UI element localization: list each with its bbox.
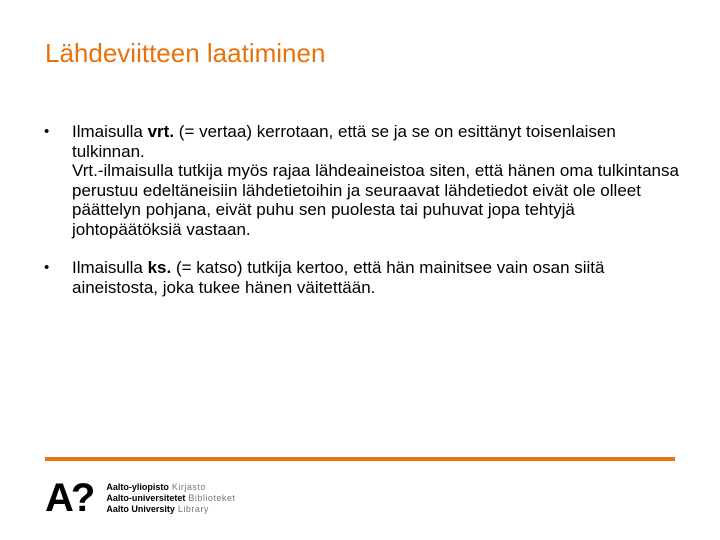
bullet-continuation: Vrt.-ilmaisulla tutkija myös rajaa lähdeaineistoa siten, että hänen oma tulkintansa perustuu edeltäneisiin lähdetietoihin ja seuraavat lähdetiedot eivät ole olleet päättelyn pohjana, eivät puhu sen puolesta tai puhuvat jopa tehtyjä johtopäätöksiä vastaan. xyxy=(72,161,679,239)
bullet-keyword: ks. xyxy=(147,258,172,277)
logo-line-fi xyxy=(106,482,235,493)
bullet-marker: • xyxy=(44,123,50,140)
bullet-item-ks xyxy=(44,258,684,297)
bullet-text-pre: Ilmaisulla xyxy=(72,258,148,277)
bullet-text xyxy=(72,258,684,297)
bullet-list xyxy=(44,122,684,297)
aalto-library-logo xyxy=(45,478,235,518)
logo-library-name: Biblioteket xyxy=(188,492,236,503)
logo-university-name: Aalto University xyxy=(106,503,175,514)
bullet-keyword: vrt. xyxy=(147,122,175,141)
footer-divider xyxy=(45,457,675,461)
logo-university-name: Aalto-yliopisto xyxy=(106,481,169,492)
bullet-text-post: (= katso) tutkija kertoo, että hän mainitsee vain osan siitä aineistosta, joka tukee hänen väitettään. xyxy=(72,258,605,297)
logo-line-en xyxy=(106,504,235,515)
logo-text-block xyxy=(106,482,235,515)
logo-library-name: Kirjasto xyxy=(171,481,206,492)
bullet-marker: • xyxy=(44,259,50,276)
bullet-text xyxy=(72,122,684,161)
slide-title: Lähdeviitteen laatiminen xyxy=(45,38,326,68)
logo-university-name: Aalto-universitetet xyxy=(106,492,186,503)
logo-library-name: Library xyxy=(177,503,209,514)
logo-line-sv xyxy=(106,493,235,504)
aalto-logo-mark: A? xyxy=(45,476,93,520)
bullet-text-pre: Ilmaisulla xyxy=(72,122,148,141)
bullet-text-post: (= vertaa) kerrotaan, että se ja se on esittänyt toisenlaisen tulkinnan. xyxy=(72,122,616,161)
bullet-item-vrt xyxy=(44,122,684,239)
